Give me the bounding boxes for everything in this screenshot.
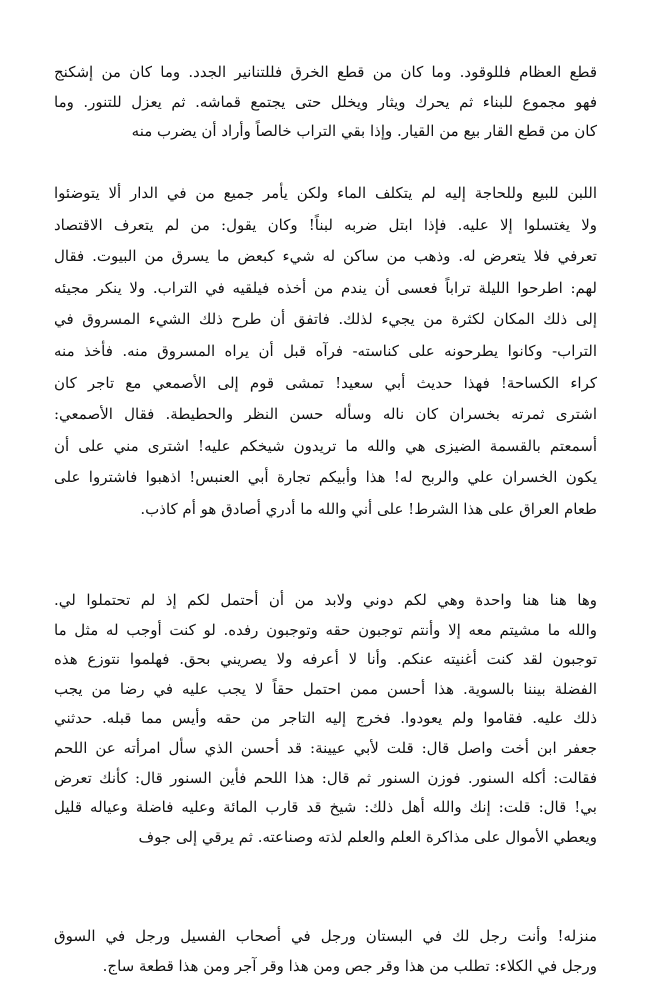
text-line: طعام العراق على هذا الشرط! على أني والله ما أدري أصادق هو أم كاذب. [140, 499, 597, 518]
text-line: الفضلة بيننا بالسوية. هذا أحسن ممن احتمل حقاً لا يجب عليه في رضا من يجب [54, 679, 597, 698]
text-line: كراء الكساحة! فهذا حديث أبي سعيد! تمشى قوم إلى الأصمعي مع تاجر كان [54, 373, 597, 392]
text-line: بي! قال: قلت: إنك والله أهل ذلك: شيخ قد قارب المائة وعليه فاضلة وعياله قليل [54, 798, 597, 817]
text-line: أسمعتم بالقسمة الضيزى هي والله ما تريدون شيخكم عليه! اشترى مني على أن [54, 436, 597, 455]
text-line: ويعطي الأموال على مذاكرة العلم والعلم لذته وصناعته. ثم يرقي إلى جوف [138, 827, 597, 846]
text-line: يكون الخسران علي والربح له! هذا وأبيكم تجارة أبي العنبس! اذهبوا فاشتروا على [54, 468, 597, 487]
text-line: فهو مجموع للبناء ثم يحرك ويثار ويخلل حتى يجتمع قماشه. ثم يعزل للتنور. وما [54, 92, 597, 111]
text-line: ولا يغتسلوا إلا عليه. فإذا ابتل ضربه لبناً! وكان يقول: من لم يتعرف الاقتصاد [54, 215, 597, 234]
text-line: توجبون لقد كنت أغنيته عنكم. وأنا لا أعرفه ولا يصريني بحق. فهلموا نتوزع هذه [54, 650, 597, 669]
text-line: والله ما مشيتم معه إلا وأنتم توجبون حقه وتوجبون رفده. لو كنت أوجب له مثل ما [54, 620, 597, 639]
text-line: جعفر ابن أخت واصل قال: قلت لأبي عيينة: قد أحسن الذي سأل امرأته عن اللحم [54, 738, 597, 757]
text-line: ذلك عليه. فقاموا ولم يعودوا. فخرج إليه التاجر من حقه وأيس مما قبله. حدثني [54, 709, 597, 728]
text-line: فقالت: أكله السنور. فوزن السنور ثم قال: هذا اللحم فأين السنور قال: كأنك تعرض [54, 768, 597, 787]
paragraph-4 [54, 922, 597, 981]
text-line: ورجل في الكلاء: تطلب من هذا وقر جص ومن هذا وقر آجر ومن هذا قطعة ساج. [102, 956, 597, 975]
paragraph-3 [54, 586, 597, 852]
text-line: إلى ذلك المكان لكثرة من يجيء لذلك. فاتفق أن طرح ذلك الشيء المسروق في [54, 310, 597, 329]
text-line: قطع العظام فللوقود. وما كان من قطع الخرق فللتنانير الجدد. وما كان من إشكنج [54, 63, 597, 81]
text-line: لهم: اطرحوا الليلة تراباً فعسى أن يندم من أخذه فيلقيه في التراب. ولا ينكر مجيئه [54, 278, 597, 297]
text-line: اللبن للبيع وللحاجة إليه لم يتكلف الماء ولكن يأمر جميع من في الدار ألا يتوضئوا [54, 184, 597, 202]
text-line: وها هنا هنا واحدة وهي لكم دوني ولابد من أن أحتمل لكم إذ لم تحتملوا لي. [54, 591, 598, 609]
paragraph-2 [54, 178, 597, 526]
text-line: كان من قطع القار بيع من القيار. وإذا بقي التراب خالصاً وأراد أن يضرب منه [131, 122, 597, 141]
text-line: تعرفي فلا يتعرض له. وذهب من ساكن له شيء كبعض ما يسرق من البيوت. فقال [54, 247, 597, 266]
text-line: اشترى ثمرته بخسران كان ناله وسأله حسن النظر والحطيطة. فقال الأصمعي: [54, 405, 597, 424]
text-line: التراب- وكانوا يطرحونه على كناسته- فرآه قبل أن يراه المسروق منه. فأخذ منه [54, 341, 597, 360]
text-line: منزله! وأنت رجل لك في البستان ورجل في أصحاب الفسيل ورجل في السوق [54, 927, 597, 945]
paragraph-1 [54, 58, 597, 147]
